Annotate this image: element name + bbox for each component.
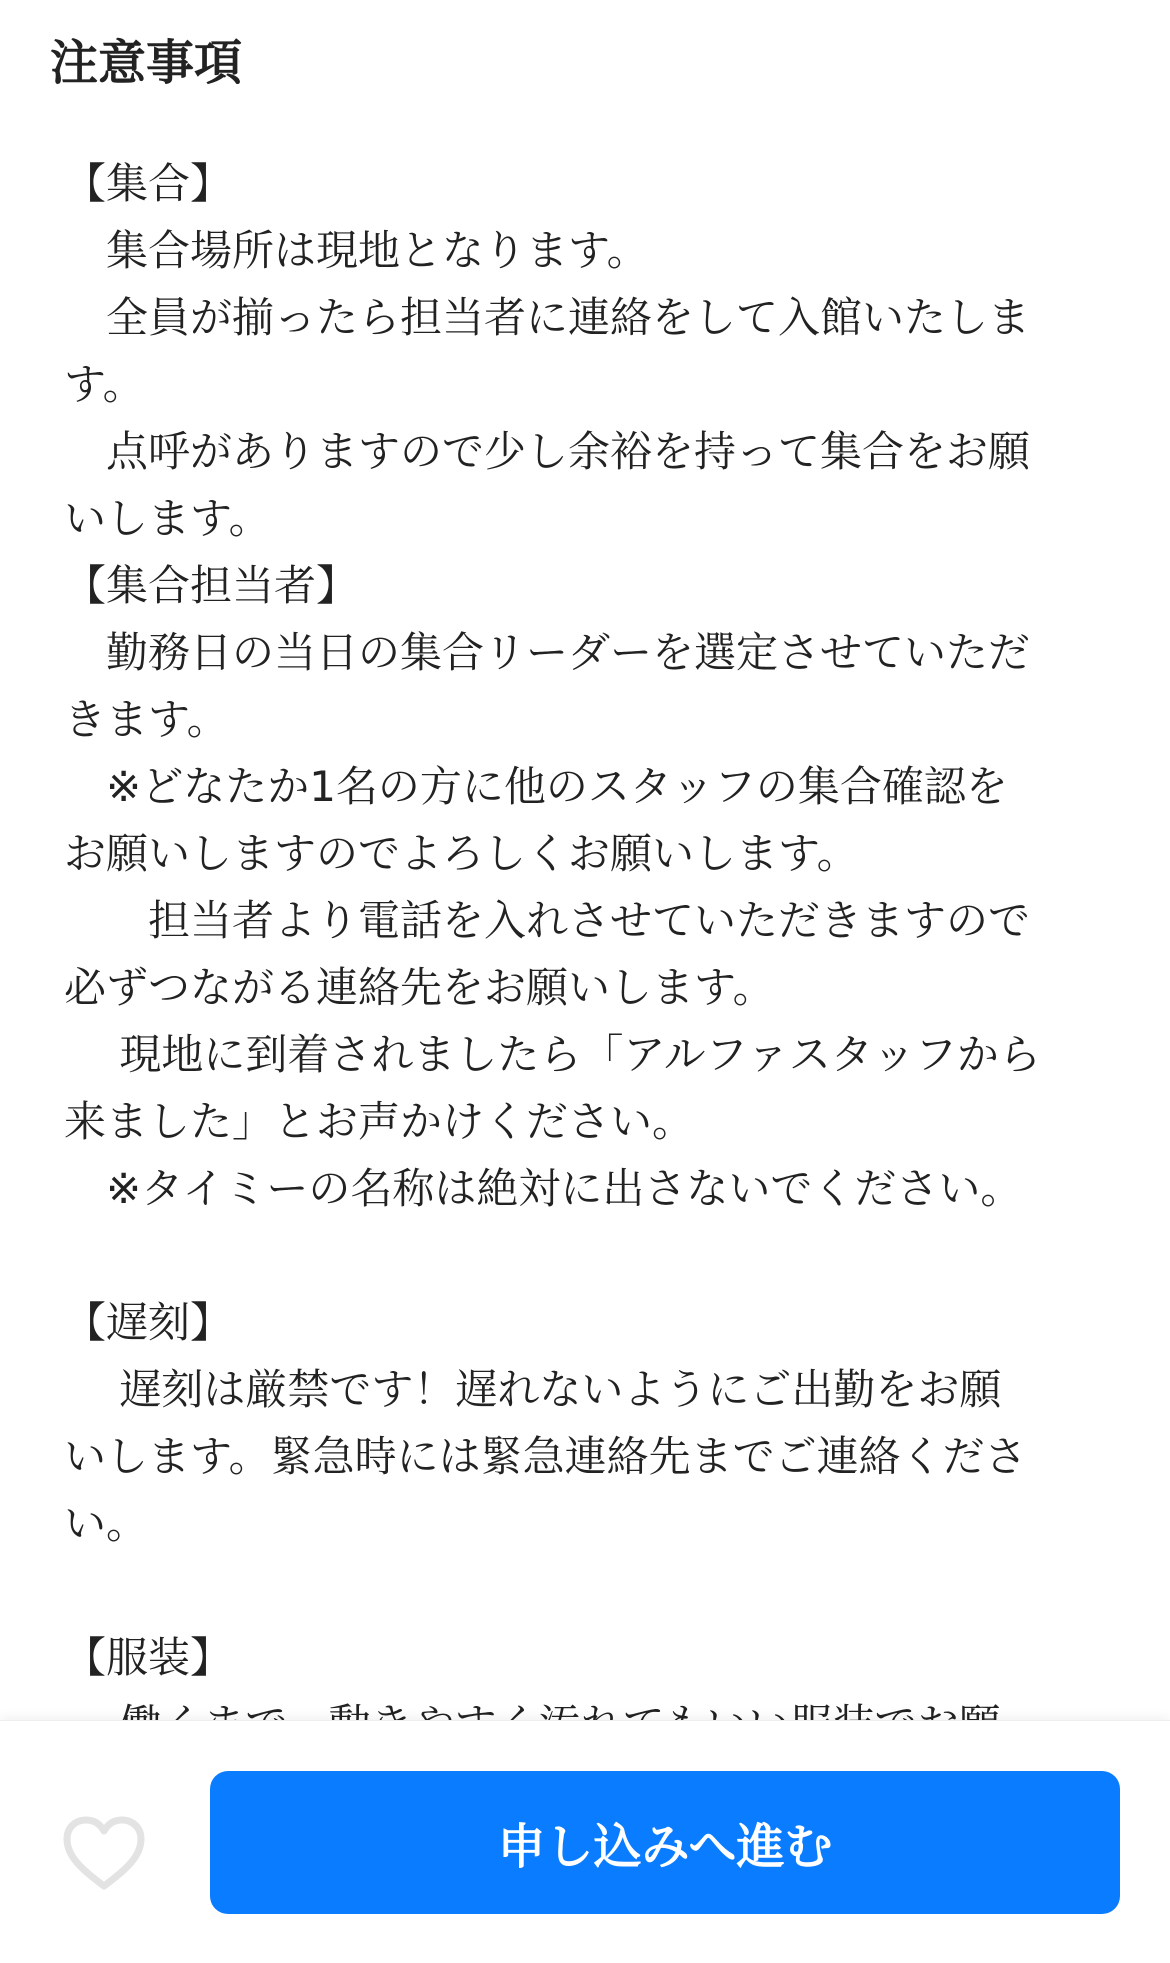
notes-line: いします。 [64, 494, 271, 543]
notes-line: ※タイミーの名称は絶対に出さないでください。 [64, 1164, 1023, 1213]
notes-line: す。 [64, 360, 145, 409]
notes-line: 【服装】 [64, 1633, 233, 1682]
notes-line: 【遅刻】 [64, 1298, 233, 1347]
notes-line: きます。 [64, 695, 229, 744]
notes-blank-line [64, 1222, 1104, 1289]
notes-line: 担当者より電話を入れさせていただきますので [64, 896, 1031, 945]
notes-line: 【集合】 [64, 159, 233, 208]
bottom-action-bar [0, 1720, 1170, 1963]
page-title: 注意事項 [50, 35, 243, 91]
notes-line: い。 [64, 1499, 149, 1548]
notes-line: ※どなたか1名の方に他のスタッフの集合確認を [64, 762, 1008, 811]
notes-line: お願いしますのでよろしくお願いします。 [64, 829, 859, 878]
notes-body [64, 150, 1104, 1720]
notes-line: 全員が揃ったら担当者に連絡をして入館いたしま [64, 293, 1031, 342]
apply-button[interactable]: 申し込みへ進む [210, 1771, 1120, 1914]
notes-line: 【集合担当者】 [64, 561, 359, 610]
notes-line: 集合場所は現地となります。 [64, 226, 649, 275]
notes-line: 勤務日の当日の集合リーダーを選定させていただ [64, 628, 1031, 677]
heart-outline-icon [61, 1814, 147, 1892]
notes-line: いします。緊急時には緊急連絡先までご連絡くださ [64, 1432, 1027, 1481]
notes-line: 来ました」とお声かけください。 [64, 1097, 695, 1146]
notes-line: 現地に到着されましたら「アルファスタッフから [64, 1030, 1041, 1079]
notes-line: 点呼がありますので少し余裕を持って集合をお願 [64, 427, 1031, 476]
favorite-button[interactable] [56, 1805, 152, 1901]
notes-blank-line [64, 1557, 1104, 1624]
notes-line: 遅刻は厳禁です！遅れないようにご出勤をお願 [64, 1365, 1002, 1414]
notes-line: 必ずつながる連絡先をお願いします。 [64, 963, 775, 1012]
